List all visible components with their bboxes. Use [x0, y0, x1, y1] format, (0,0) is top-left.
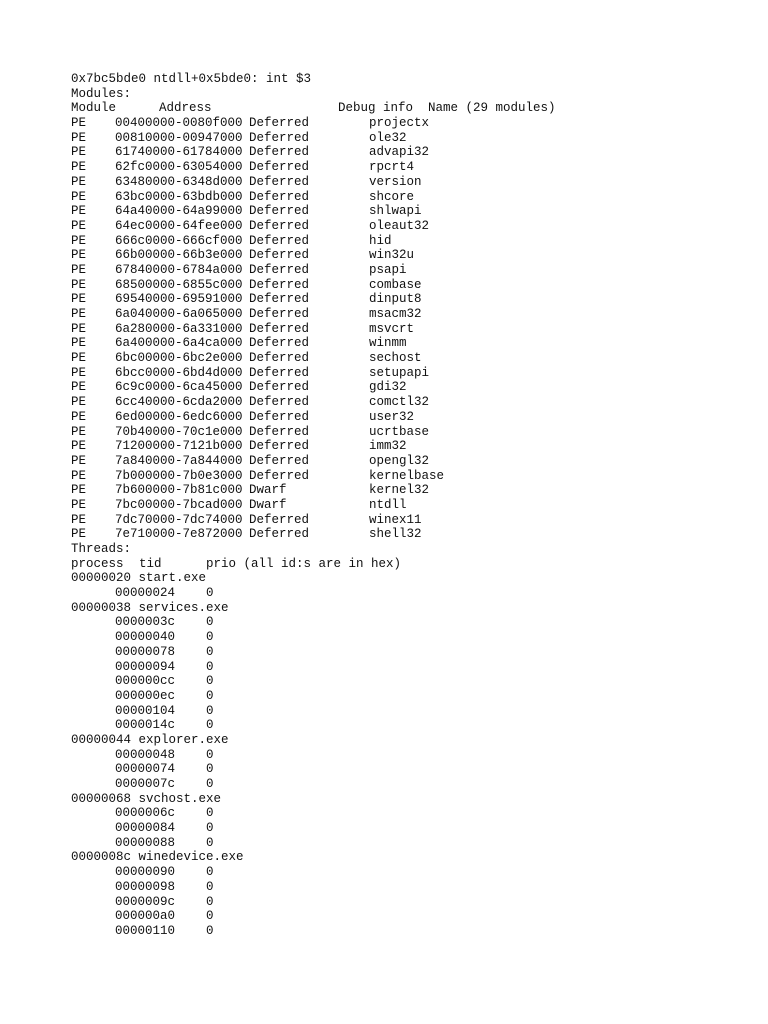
exception-line: 0x7bc5bde0 ntdll+0x5bde0: int $3	[71, 72, 312, 86]
module-name: comctl32	[369, 395, 430, 410]
thread-row	[71, 689, 751, 704]
thread-tid: 0000014c	[115, 718, 176, 733]
thread-tid: 00000024	[115, 586, 176, 601]
thread-tid: 0000007c	[115, 777, 176, 791]
module-address: 6bc00000-6bc2e000	[115, 351, 243, 366]
module-name: shlwapi	[369, 204, 422, 219]
module-row	[71, 263, 751, 278]
module-address: 6a280000-6a331000	[115, 321, 243, 336]
thread-prio: 0	[206, 894, 214, 909]
module-debug-info: Deferred	[249, 277, 310, 292]
modules-header-module: Module	[71, 101, 117, 116]
process-row: 00000044 explorer.exe	[71, 732, 229, 747]
thread-tid: 00000040	[115, 630, 176, 645]
module-address: 6cc40000-6cda2000	[115, 395, 243, 410]
module-debug-info: Deferred	[249, 365, 310, 380]
module-type: PE	[71, 439, 87, 454]
module-name: winmm	[369, 336, 407, 351]
thread-row	[71, 630, 751, 645]
module-address: 69540000-69591000	[115, 292, 243, 307]
module-type: PE	[71, 130, 87, 145]
module-type: PE	[71, 204, 87, 219]
module-name: winex11	[369, 512, 422, 527]
module-type: PE	[71, 380, 87, 395]
module-address: 64ec0000-64fee000	[115, 218, 243, 233]
modules-header-debug-info: Debug info Name (29 modules)	[338, 101, 556, 116]
module-address: 63480000-6348d000	[115, 174, 243, 189]
modules-header	[71, 101, 751, 116]
thread-tid: 00000084	[115, 821, 176, 836]
thread-row	[71, 660, 751, 675]
thread-row	[71, 924, 751, 939]
module-type: PE	[71, 233, 87, 248]
module-debug-info: Deferred	[249, 351, 310, 366]
module-name: win32u	[369, 248, 415, 263]
module-debug-info: Deferred	[249, 409, 310, 424]
module-debug-info: Deferred	[249, 248, 310, 263]
thread-prio: 0	[206, 909, 214, 924]
thread-tid: 00000098	[115, 879, 176, 894]
module-address: 6a400000-6a4ca000	[115, 336, 243, 351]
module-type: PE	[71, 189, 87, 204]
process-row: 00000020 start.exe	[71, 571, 207, 586]
thread-tid: 00000094	[115, 659, 176, 674]
thread-tid: 000000cc	[115, 674, 176, 689]
module-debug-info: Deferred	[249, 116, 310, 131]
module-row	[71, 380, 751, 395]
thread-prio: 0	[206, 644, 214, 659]
module-type: PE	[71, 145, 87, 160]
module-debug-info: Deferred	[249, 321, 310, 336]
module-debug-info: Deferred	[249, 233, 310, 248]
module-row	[71, 513, 751, 528]
thread-prio: 0	[206, 674, 214, 689]
module-type: PE	[71, 307, 87, 321]
thread-tid: 000000ec	[115, 688, 176, 703]
module-type: PE	[71, 527, 87, 542]
modules-label: Modules:	[71, 86, 132, 101]
process-row: 00000038 services.exe	[71, 600, 229, 615]
module-address: 6a040000-6a065000	[115, 307, 243, 321]
module-debug-info: Deferred	[249, 130, 310, 145]
module-row	[71, 469, 751, 484]
thread-row	[71, 615, 751, 630]
module-row	[71, 425, 751, 440]
module-name: ucrtbase	[369, 424, 430, 439]
module-address: 7b000000-7b0e3000	[115, 468, 243, 483]
module-name: kernel32	[369, 483, 430, 498]
thread-prio: 0	[206, 835, 214, 850]
thread-row	[71, 704, 751, 719]
module-row	[71, 322, 751, 337]
module-row	[71, 395, 751, 410]
module-row	[71, 439, 751, 454]
module-type: PE	[71, 218, 87, 233]
process-row: 00000068 svchost.exe	[71, 791, 222, 806]
thread-prio: 0	[206, 688, 214, 703]
module-type: PE	[71, 453, 87, 468]
threads-header	[71, 557, 751, 572]
thread-row	[71, 865, 751, 880]
module-row	[71, 160, 751, 175]
module-name: ntdll	[369, 497, 407, 512]
module-name: version	[369, 174, 422, 189]
module-type: PE	[71, 395, 87, 410]
module-row	[71, 234, 751, 249]
module-row	[71, 498, 751, 513]
module-row	[71, 219, 751, 234]
module-address: 6ed00000-6edc6000	[115, 409, 243, 424]
thread-row	[71, 806, 751, 821]
thread-tid: 00000074	[115, 762, 176, 777]
module-address: 68500000-6855c000	[115, 277, 243, 292]
thread-row	[71, 777, 751, 792]
thread-tid: 00000078	[115, 644, 176, 659]
module-debug-info: Deferred	[249, 395, 310, 410]
module-row	[71, 307, 751, 322]
modules-list	[71, 116, 751, 542]
module-type: PE	[71, 262, 87, 277]
module-address: 7b600000-7b81c000	[115, 483, 243, 498]
threads-list	[71, 571, 751, 938]
module-debug-info: Deferred	[249, 145, 310, 160]
module-address: 67840000-6784a000	[115, 262, 243, 277]
module-debug-info: Deferred	[249, 527, 310, 542]
thread-prio: 0	[206, 586, 214, 601]
module-address: 71200000-7121b000	[115, 439, 243, 454]
module-address: 64a40000-64a99000	[115, 204, 243, 219]
thread-row	[71, 880, 751, 895]
thread-tid: 0000009c	[115, 894, 176, 909]
threads-label: Threads:	[71, 542, 132, 556]
module-row	[71, 175, 751, 190]
module-type: PE	[71, 116, 87, 131]
module-debug-info: Dwarf	[249, 483, 287, 498]
thread-prio: 0	[206, 879, 214, 894]
thread-prio: 0	[206, 762, 214, 777]
thread-row	[71, 821, 751, 836]
debug-dump	[71, 72, 751, 939]
module-name: rpcrt4	[369, 160, 415, 175]
module-type: PE	[71, 497, 87, 512]
module-name: msacm32	[369, 307, 422, 321]
module-row	[71, 483, 751, 498]
module-name: msvcrt	[369, 321, 415, 336]
module-row	[71, 116, 751, 131]
module-address: 7a840000-7a844000	[115, 453, 243, 468]
module-name: opengl32	[369, 453, 430, 468]
thread-prio: 0	[206, 630, 214, 645]
module-debug-info: Deferred	[249, 468, 310, 483]
thread-tid: 000000a0	[115, 909, 176, 924]
module-type: PE	[71, 468, 87, 483]
module-address: 70b40000-70c1e000	[115, 424, 243, 439]
threads-header-process: process	[71, 556, 124, 571]
module-debug-info: Deferred	[249, 439, 310, 454]
module-address: 00810000-00947000	[115, 130, 243, 145]
module-type: PE	[71, 336, 87, 351]
module-name: ole32	[369, 130, 407, 145]
module-name: oleaut32	[369, 218, 430, 233]
thread-row	[71, 718, 751, 733]
module-row	[71, 248, 751, 263]
module-type: PE	[71, 512, 87, 527]
module-address: 7bc00000-7bcad000	[115, 497, 243, 512]
module-row	[71, 190, 751, 205]
module-name: setupapi	[369, 365, 430, 380]
module-address: 63bc0000-63bdb000	[115, 189, 243, 204]
module-name: shell32	[369, 527, 422, 542]
module-row	[71, 336, 751, 351]
thread-row	[71, 909, 751, 924]
module-name: advapi32	[369, 145, 430, 160]
module-name: sechost	[369, 351, 422, 366]
module-row	[71, 410, 751, 425]
module-row	[71, 131, 751, 146]
thread-tid: 00000088	[115, 835, 176, 850]
module-debug-info: Deferred	[249, 174, 310, 189]
module-address: 66b00000-66b3e000	[115, 248, 243, 263]
thread-row	[71, 674, 751, 689]
module-name: psapi	[369, 262, 407, 277]
thread-prio: 0	[206, 659, 214, 674]
thread-row	[71, 586, 751, 601]
threads-header-tid: tid	[139, 556, 162, 571]
module-type: PE	[71, 321, 87, 336]
module-type: PE	[71, 424, 87, 439]
modules-header-address: Address	[159, 101, 212, 116]
thread-prio: 0	[206, 777, 214, 791]
module-row	[71, 351, 751, 366]
module-debug-info: Deferred	[249, 262, 310, 277]
module-name: dinput8	[369, 292, 422, 307]
module-debug-info: Deferred	[249, 292, 310, 307]
thread-tid: 00000090	[115, 865, 176, 880]
thread-tid: 0000003c	[115, 615, 176, 630]
thread-prio: 0	[206, 865, 214, 880]
process-row: 0000008c winedevice.exe	[71, 850, 244, 865]
module-address: 6c9c0000-6ca45000	[115, 380, 243, 395]
module-debug-info: Deferred	[249, 453, 310, 468]
module-name: kernelbase	[369, 468, 445, 483]
thread-prio: 0	[206, 703, 214, 718]
module-row	[71, 454, 751, 469]
module-type: PE	[71, 365, 87, 380]
thread-tid: 0000006c	[115, 806, 176, 821]
module-row	[71, 527, 751, 542]
module-address: 61740000-61784000	[115, 145, 243, 160]
module-row	[71, 292, 751, 307]
module-name: projectx	[369, 116, 430, 131]
module-type: PE	[71, 483, 87, 498]
module-debug-info: Deferred	[249, 380, 310, 395]
thread-prio: 0	[206, 806, 214, 821]
module-debug-info: Deferred	[249, 218, 310, 233]
module-name: combase	[369, 277, 422, 292]
thread-prio: 0	[206, 718, 214, 733]
thread-row	[71, 762, 751, 777]
module-row	[71, 145, 751, 160]
module-address: 7e710000-7e872000	[115, 527, 243, 542]
module-address: 666c0000-666cf000	[115, 233, 243, 248]
thread-row	[71, 895, 751, 910]
module-type: PE	[71, 174, 87, 189]
thread-tid: 00000110	[115, 923, 176, 938]
module-debug-info: Deferred	[249, 160, 310, 175]
module-type: PE	[71, 277, 87, 292]
thread-tid: 00000048	[115, 747, 176, 762]
thread-row	[71, 645, 751, 660]
module-type: PE	[71, 292, 87, 307]
thread-prio: 0	[206, 821, 214, 836]
module-address: 62fc0000-63054000	[115, 160, 243, 175]
module-type: PE	[71, 409, 87, 424]
threads-header-prio: prio (all id:s are in hex)	[206, 556, 402, 571]
module-debug-info: Deferred	[249, 204, 310, 219]
module-debug-info: Deferred	[249, 189, 310, 204]
module-name: imm32	[369, 439, 407, 454]
module-name: hid	[369, 233, 392, 248]
thread-prio: 0	[206, 615, 214, 630]
module-type: PE	[71, 351, 87, 366]
module-type: PE	[71, 160, 87, 175]
thread-prio: 0	[206, 747, 214, 762]
module-address: 7dc70000-7dc74000	[115, 512, 243, 527]
module-name: shcore	[369, 189, 415, 204]
module-row	[71, 366, 751, 381]
module-row	[71, 278, 751, 293]
module-address: 6bcc0000-6bd4d000	[115, 365, 243, 380]
module-debug-info: Deferred	[249, 307, 310, 321]
module-debug-info: Deferred	[249, 424, 310, 439]
module-name: gdi32	[369, 380, 407, 395]
module-row	[71, 204, 751, 219]
thread-row	[71, 748, 751, 763]
module-name: user32	[369, 409, 415, 424]
module-debug-info: Deferred	[249, 336, 310, 351]
thread-tid: 00000104	[115, 703, 176, 718]
module-debug-info: Dwarf	[249, 497, 287, 512]
thread-prio: 0	[206, 923, 214, 938]
module-debug-info: Deferred	[249, 512, 310, 527]
module-address: 00400000-0080f000	[115, 116, 243, 131]
thread-row	[71, 836, 751, 851]
module-type: PE	[71, 248, 87, 263]
